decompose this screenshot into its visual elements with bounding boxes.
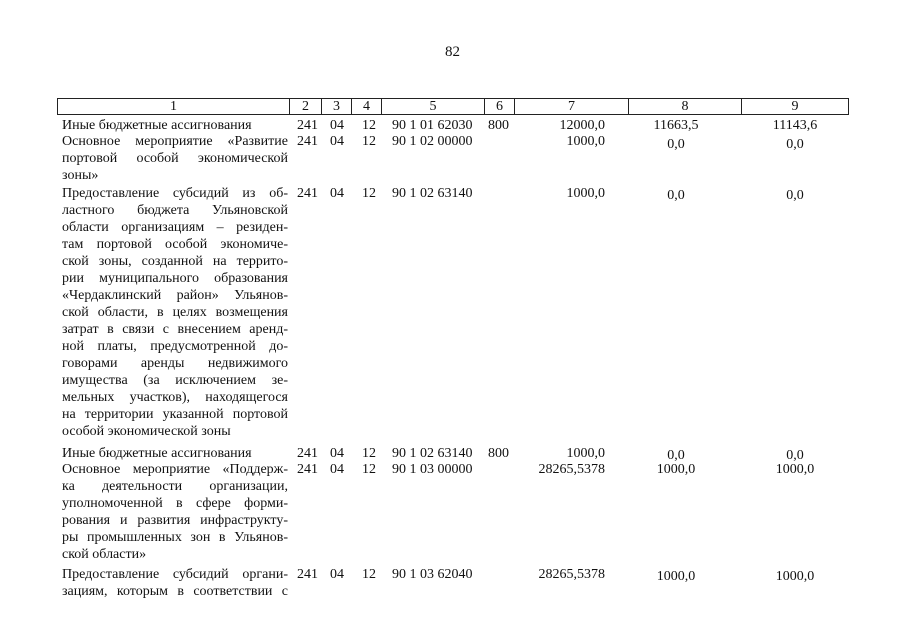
cell-col-3: 04 (330, 186, 344, 201)
cell-col-7: 12000,0 (559, 118, 605, 133)
cell-col-9: 0,0 (786, 137, 804, 152)
cell-col-9: 1000,0 (775, 462, 815, 477)
cell-col-5: 90 1 02 63140 (392, 446, 473, 461)
cell-col-2: 241 (297, 446, 318, 461)
page-number: 82 (445, 44, 460, 60)
cell-col-3: 04 (330, 446, 344, 461)
header-col-6: 6 (484, 98, 515, 115)
row-label: Основное мероприятие «Развитие портовой особой экономической зоны» (62, 134, 288, 183)
cell-col-5: 90 1 03 00000 (392, 462, 473, 477)
cell-col-8: 11663,5 (653, 118, 699, 133)
cell-col-8: 0,0 (667, 137, 685, 152)
header-col-2: 2 (289, 98, 322, 115)
row-label: Предоставление субсидий из об- ластного бюджета Ульяновской области организациям – резиден- там портовой особой экономиче- ской зоны, созданной на террито- рии муниципального образования «Чердаклинский район» Ульянов- ской области, в целях возмещения затрат в связи с внесением аренд- ной платы, предусмотренной до- говорами аренды недвижимого имущества (за исключением зе- мельных участков), находящегося на территории указанной портовой особой экономической зоны (62, 186, 288, 439)
header-col-1: 1 (57, 98, 290, 115)
cell-col-2: 241 (297, 462, 318, 477)
cell-col-9: 11143,6 (772, 118, 818, 133)
cell-col-7: 28265,5378 (538, 567, 605, 582)
cell-col-3: 04 (330, 567, 344, 582)
cell-col-5: 90 1 01 62030 (392, 118, 473, 133)
cell-col-8: 1000,0 (656, 569, 696, 584)
cell-col-8: 0,0 (667, 188, 685, 203)
cell-col-2: 241 (297, 118, 318, 133)
cell-col-9: 0,0 (786, 448, 804, 463)
cell-col-2: 241 (297, 567, 318, 582)
row-label: Основное мероприятие «Поддерж- ка деятельности организации, уполномоченной в сфере форми- рования и развития инфраструкту- ры промышленных зон в Ульянов- ской области» (62, 462, 288, 562)
cell-col-7: 1000,0 (566, 446, 605, 461)
header-col-7: 7 (514, 98, 629, 115)
cell-col-2: 241 (297, 134, 318, 149)
cell-col-4: 12 (362, 446, 376, 461)
cell-col-6: 800 (488, 118, 509, 133)
row-label: Иные бюджетные ассигнования (62, 118, 252, 133)
cell-col-6: 800 (488, 446, 509, 461)
header-col-9: 9 (741, 98, 849, 115)
cell-col-7: 28265,5378 (538, 462, 605, 477)
cell-col-8: 1000,0 (656, 462, 696, 477)
cell-col-4: 12 (362, 186, 376, 201)
cell-col-7: 1000,0 (566, 186, 605, 201)
cell-col-4: 12 (362, 567, 376, 582)
row-label: Иные бюджетные ассигнования (62, 446, 252, 461)
header-col-5: 5 (381, 98, 485, 115)
cell-col-9: 1000,0 (775, 569, 815, 584)
cell-col-4: 12 (362, 118, 376, 133)
cell-col-3: 04 (330, 462, 344, 477)
cell-col-4: 12 (362, 462, 376, 477)
cell-col-5: 90 1 02 63140 (392, 186, 473, 201)
cell-col-3: 04 (330, 134, 344, 149)
header-col-3: 3 (321, 98, 352, 115)
cell-col-8: 0,0 (667, 448, 685, 463)
cell-col-9: 0,0 (786, 188, 804, 203)
header-col-4: 4 (351, 98, 382, 115)
row-label: Предоставление субсидий органи- зациям, которым в соответствии с (62, 567, 288, 599)
cell-col-2: 241 (297, 186, 318, 201)
cell-col-7: 1000,0 (566, 134, 605, 149)
cell-col-5: 90 1 03 62040 (392, 567, 473, 582)
header-col-8: 8 (628, 98, 742, 115)
cell-col-5: 90 1 02 00000 (392, 134, 473, 149)
cell-col-4: 12 (362, 134, 376, 149)
cell-col-3: 04 (330, 118, 344, 133)
